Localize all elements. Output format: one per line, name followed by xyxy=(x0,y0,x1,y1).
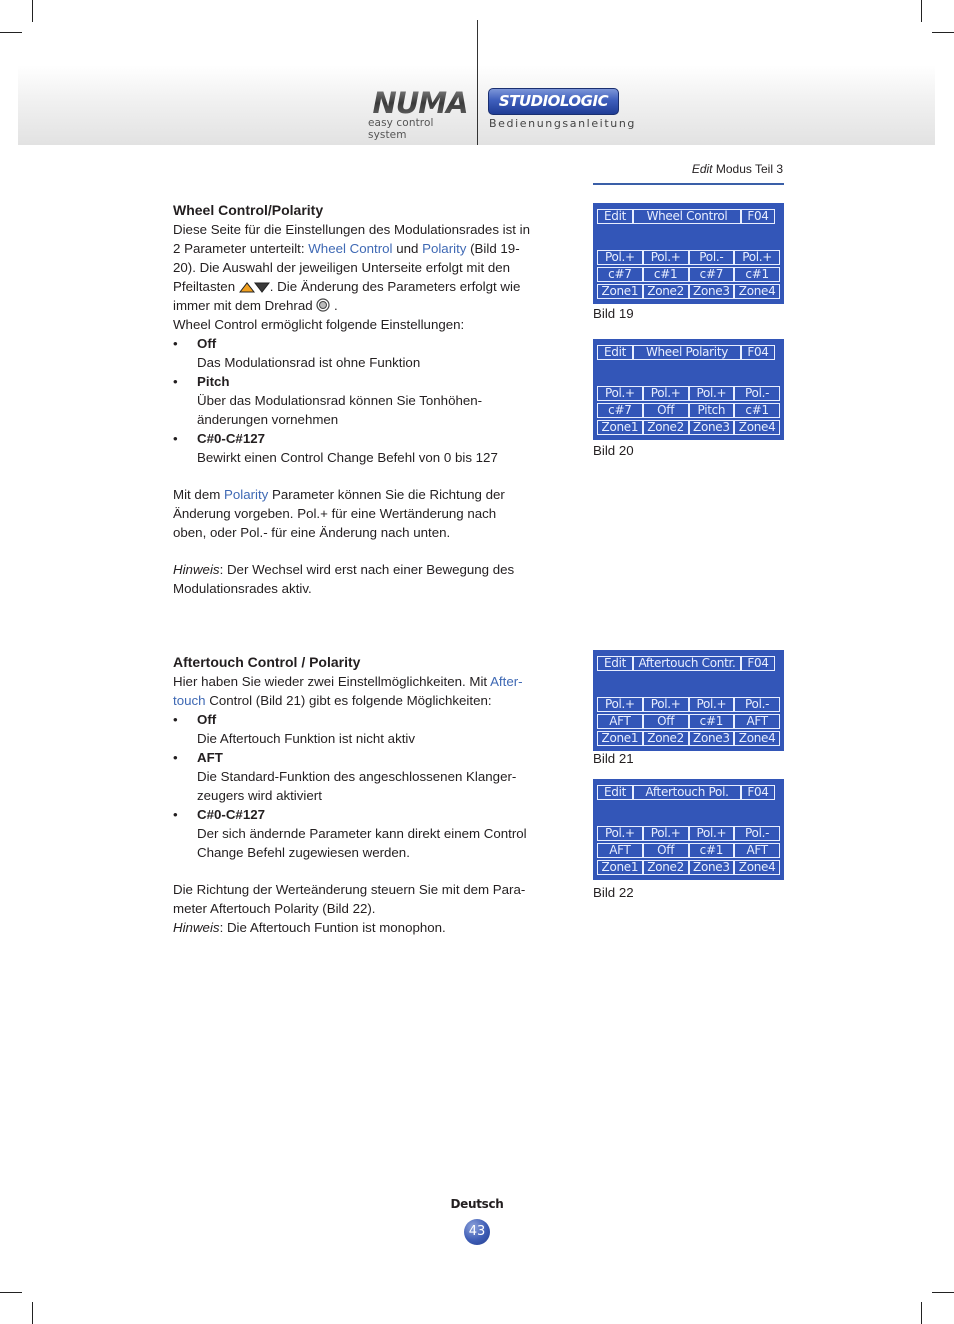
header-divider xyxy=(477,20,478,145)
lcd-cell: Pol.+ xyxy=(734,250,780,265)
numa-tagline: easy control system xyxy=(368,117,434,141)
lcd-cell: Pol.- xyxy=(734,386,780,401)
aftertouch-link: After- xyxy=(490,674,523,689)
lcd-cell: Zone1 xyxy=(597,731,643,746)
lcd-screen-bild-21 xyxy=(593,650,784,751)
lcd-page-number: F04 xyxy=(741,785,775,800)
manual-subtitle: Bedienungsanleitung xyxy=(489,117,636,130)
paragraph-line: meter Aftertouch Polarity (Bild 22). xyxy=(173,901,376,916)
crop-mark xyxy=(32,1302,33,1324)
paragraph-line: Änderung vorgeben. Pol.+ für eine Wertänderung nach xyxy=(173,506,497,521)
paragraph-line: Hier haben Sie wieder zwei Einstellmöglichkeiten. Mit After- xyxy=(173,674,523,689)
list-item: • Pitch Über das Modulationsrad können Sie Tonhöhen- änderungen vornehmen xyxy=(173,374,483,427)
lcd-screen-bild-20 xyxy=(593,339,784,440)
lcd-cell: c#1 xyxy=(734,403,780,418)
lcd-page-title: Wheel Control xyxy=(633,209,741,224)
aftertouch-link: touch xyxy=(173,693,206,708)
section-rule xyxy=(593,183,784,185)
crop-mark xyxy=(921,1302,922,1324)
lcd-cell: Off xyxy=(643,403,689,418)
lcd-cell: Off xyxy=(643,714,689,729)
lcd-cell: c#1 xyxy=(689,843,735,858)
note-line: Hinweis: Die Aftertouch Funtion ist monophon. xyxy=(173,920,446,935)
lcd-cell: AFT xyxy=(597,714,643,729)
lcd-cell: c#1 xyxy=(643,267,689,282)
lcd-cell: Pol.+ xyxy=(643,250,689,265)
lcd-cell: AFT xyxy=(597,843,643,858)
crop-mark xyxy=(932,32,954,33)
note-line: Modulationsrades aktiv. xyxy=(173,581,312,596)
paragraph-line: 20). Die Auswahl der jeweiligen Unterseite erfolgt mit den xyxy=(173,260,511,275)
crop-mark xyxy=(932,1292,954,1293)
lcd-cell: Pol.- xyxy=(689,250,735,265)
lcd-cell: Zone2 xyxy=(643,860,689,875)
lcd-edit-label: Edit xyxy=(597,785,633,800)
svg-text:NUMA: NUMA xyxy=(372,88,468,116)
lcd-cell: c#7 xyxy=(597,267,643,282)
lcd-cell: Zone1 xyxy=(597,860,643,875)
lcd-cell: Zone3 xyxy=(689,860,735,875)
lcd-cell: Zone2 xyxy=(643,284,689,299)
numa-logo xyxy=(366,88,474,116)
page-number: 43 xyxy=(464,1219,490,1245)
lcd-edit-label: Edit xyxy=(597,209,633,224)
lcd-cell: Pol.+ xyxy=(689,386,735,401)
lcd-edit-label: Edit xyxy=(597,345,633,360)
lcd-screen-bild-19 xyxy=(593,203,784,304)
lcd-cell: Off xyxy=(643,843,689,858)
lcd-cell: Pol.+ xyxy=(643,826,689,841)
lcd-cell: c#1 xyxy=(734,267,780,282)
lcd-cell: Zone1 xyxy=(597,284,643,299)
paragraph-line: Wheel Control ermöglicht folgende Einstellungen: xyxy=(173,317,465,332)
lcd-page-title: Aftertouch Contr. xyxy=(633,656,741,671)
paragraph-line: touch Control (Bild 21) gibt es folgende Möglichkeiten: xyxy=(173,693,492,708)
lcd-cell: Zone3 xyxy=(689,731,735,746)
lcd-cell: Zone4 xyxy=(734,860,780,875)
lcd-page-number: F04 xyxy=(741,209,775,224)
wheel-control-section xyxy=(173,201,558,598)
lcd-cell: Pol.+ xyxy=(597,386,643,401)
lcd-cell: c#7 xyxy=(689,267,735,282)
crop-mark xyxy=(0,1292,22,1293)
list-item: • C#0-C#127 Der sich ändernde Parameter kann direkt einem Control Change Befehl zugewiesen werden. xyxy=(173,807,527,860)
lcd-page-title: Aftertouch Pol. xyxy=(633,785,741,800)
crop-mark xyxy=(921,0,922,22)
section-label: Edit Modus Teil 3 xyxy=(691,162,783,176)
list-item: • AFT Die Standard-Funktion des angeschlossenen Klanger- zeugers wird aktiviert xyxy=(173,750,517,803)
list-item: • Off Das Modulationsrad ist ohne Funktion xyxy=(173,336,421,370)
lcd-screen-bild-22 xyxy=(593,779,784,880)
lcd-cell: Zone3 xyxy=(689,284,735,299)
figure-caption: Bild 21 xyxy=(593,751,634,766)
section-heading: Aftertouch Control / Polarity xyxy=(173,654,361,670)
lcd-cell: Zone1 xyxy=(597,420,643,435)
paragraph-line: Diese Seite für die Einstellungen des Modulationsrades ist in xyxy=(173,222,531,237)
lcd-cell: Pol.- xyxy=(734,826,780,841)
polarity-link: Polarity xyxy=(223,487,269,502)
lcd-cell: AFT xyxy=(734,714,780,729)
figure-caption: Bild 20 xyxy=(593,443,634,458)
lcd-cell: Pol.+ xyxy=(643,697,689,712)
lcd-cell: c#7 xyxy=(597,403,643,418)
crop-mark xyxy=(0,32,22,33)
wheel-control-link: Wheel Control xyxy=(308,241,393,256)
lcd-cell: Pol.+ xyxy=(597,250,643,265)
footer-language: Deutsch xyxy=(450,1197,504,1211)
up-down-arrow-keys-icon xyxy=(239,282,270,293)
paragraph-line: immer mit dem Drehrad . xyxy=(173,298,338,313)
lcd-cell: Zone4 xyxy=(734,731,780,746)
aftertouch-section xyxy=(173,653,558,937)
lcd-cell: Pol.+ xyxy=(643,386,689,401)
paragraph-line: oben, oder Pol.- für eine Änderung nach unten. xyxy=(173,525,451,540)
figure-caption: Bild 19 xyxy=(593,306,634,321)
section-heading: Wheel Control/Polarity xyxy=(173,202,324,218)
lcd-edit-label: Edit xyxy=(597,656,633,671)
list-item: • Off Die Aftertouch Funktion ist nicht aktiv xyxy=(173,712,416,746)
lcd-cell: Zone3 xyxy=(689,420,735,435)
lcd-cell: Zone2 xyxy=(643,420,689,435)
lcd-page-title: Wheel Polarity xyxy=(633,345,741,360)
lcd-cell: Zone4 xyxy=(734,284,780,299)
lcd-cell: Pol.+ xyxy=(597,826,643,841)
lcd-cell: Pol.- xyxy=(734,697,780,712)
list-item: • C#0-C#127 Bewirkt einen Control Change Befehl von 0 bis 127 xyxy=(173,431,498,465)
lcd-cell: Pol.+ xyxy=(689,826,735,841)
lcd-cell: AFT xyxy=(734,843,780,858)
rotary-dial-icon xyxy=(316,298,330,312)
paragraph-line: Mit dem Polarity Parameter können Sie die Richtung der xyxy=(173,487,505,502)
lcd-cell: Pol.+ xyxy=(689,697,735,712)
paragraph-line: Pfeiltasten . Die Änderung des Parameters erfolgt wie xyxy=(173,279,521,294)
polarity-link: Polarity xyxy=(422,241,467,256)
note-line: Hinweis: Der Wechsel wird erst nach einer Bewegung des xyxy=(173,562,515,577)
lcd-cell: Pitch xyxy=(689,403,735,418)
paragraph-line: Die Richtung der Werteänderung steuern Sie mit dem Para- xyxy=(173,882,526,897)
lcd-cell: c#1 xyxy=(689,714,735,729)
figure-caption: Bild 22 xyxy=(593,885,634,900)
crop-mark xyxy=(32,0,33,22)
lcd-cell: Pol.+ xyxy=(597,697,643,712)
lcd-cell: Zone4 xyxy=(734,420,780,435)
lcd-page-number: F04 xyxy=(741,656,775,671)
lcd-page-number: F04 xyxy=(741,345,775,360)
lcd-cell: Zone2 xyxy=(643,731,689,746)
studiologic-logo: STUDIOLOGIC xyxy=(488,88,619,115)
paragraph-line: 2 Parameter unterteilt: Wheel Control und Polarity (Bild 19- xyxy=(173,241,520,256)
